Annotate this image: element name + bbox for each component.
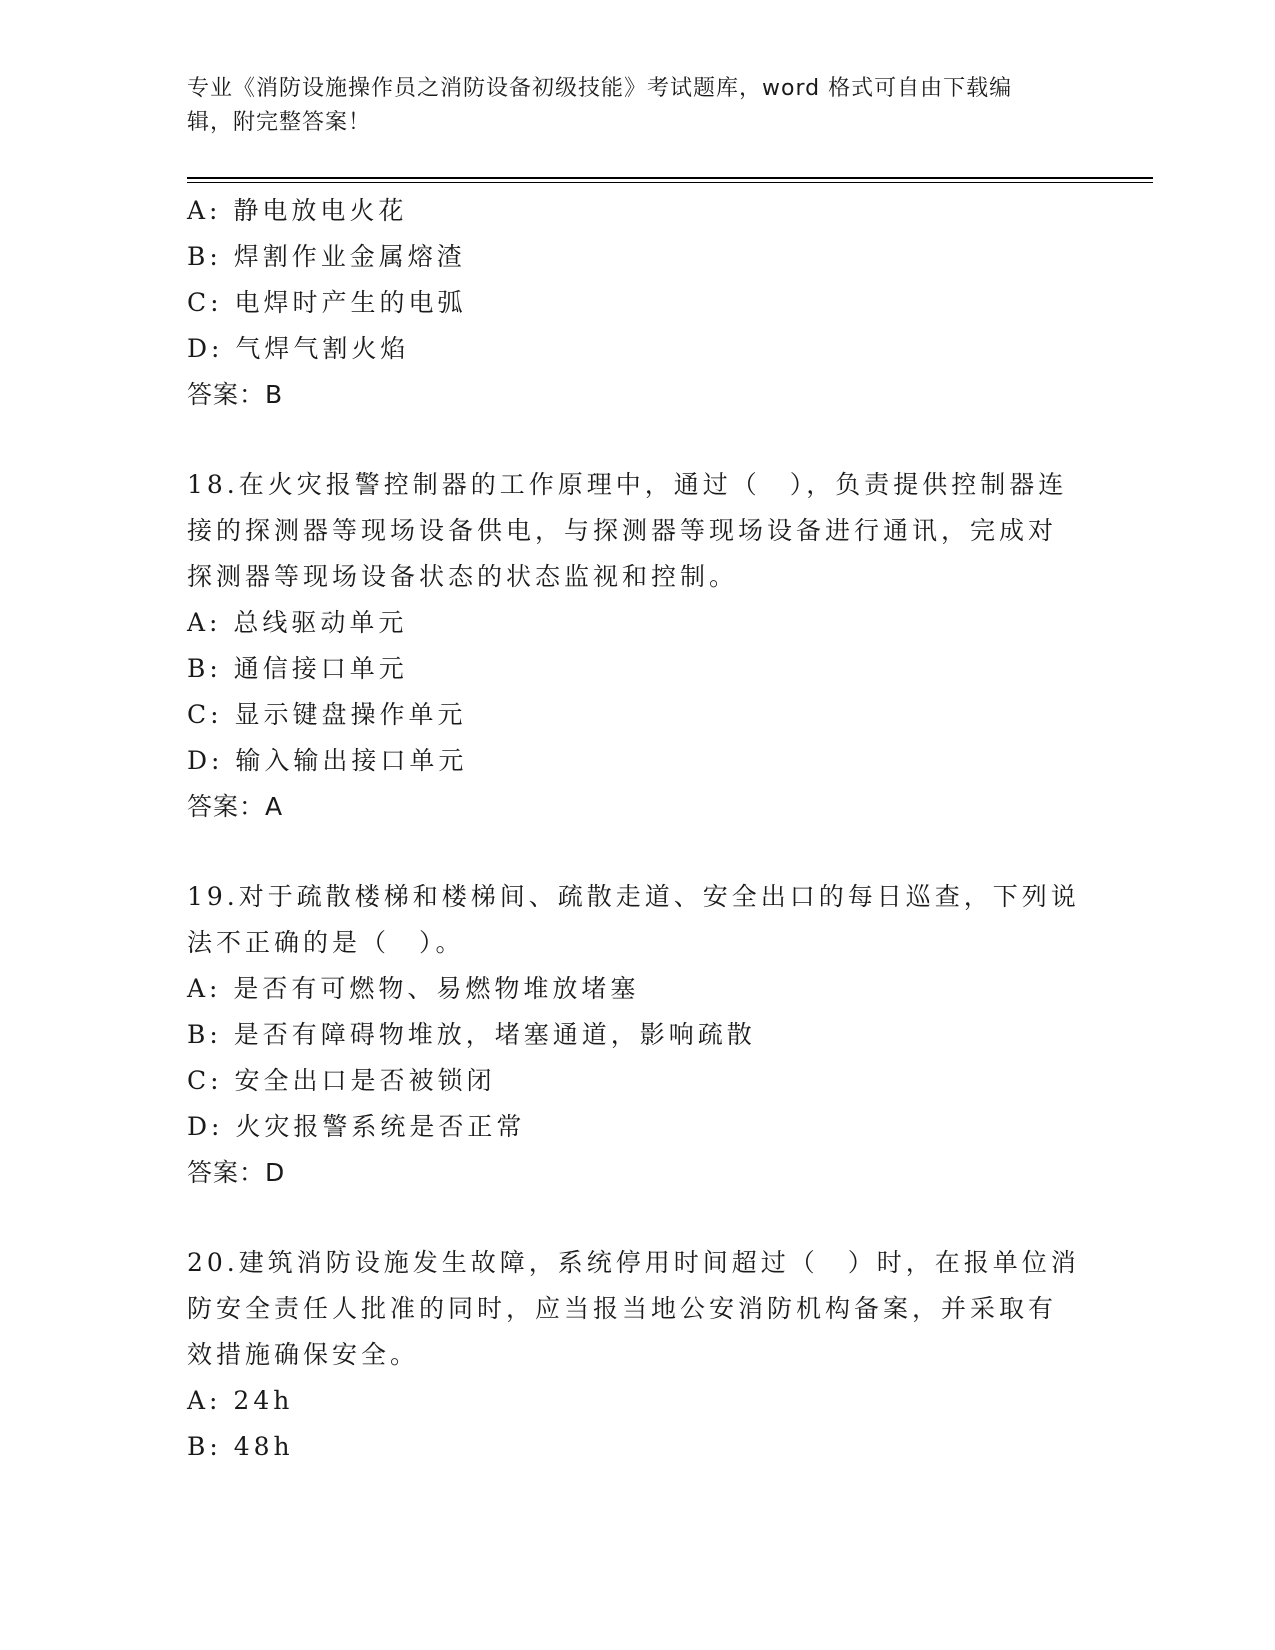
question-18 [187, 462, 1087, 830]
question-line: 效措施确保安全。 [187, 1340, 420, 1369]
question-17 [187, 188, 1087, 418]
question-line: 19.对于疏散楼梯和楼梯间、疏散走道、安全出口的每日巡查，下列说 [187, 882, 1080, 911]
question-line: 探测器等现场设备状态的状态监视和控制。 [187, 562, 739, 591]
question-line: 防安全责任人批准的同时，应当报当地公安消防机构备案，并采取有 [187, 1294, 1058, 1323]
option-a: A: 静电放电火花 [187, 196, 408, 225]
option-c: C: 安全出口是否被锁闭 [187, 1066, 496, 1095]
question-text [187, 874, 1087, 966]
question-line: 20.建筑消防设施发生故障，系统停用时间超过（ ）时，在报单位消 [187, 1248, 1080, 1277]
spacer [187, 1196, 1087, 1240]
header-rule-thin [187, 182, 1153, 183]
option-d: D: 气焊气割火焰 [187, 334, 410, 363]
option-c: C: 显示键盘操作单元 [187, 700, 467, 729]
question-line: 18.在火灾报警控制器的工作原理中，通过（ ），负责提供控制器连 [187, 470, 1068, 499]
header-rule-thick [187, 177, 1153, 179]
option-a: A: 是否有可燃物、易燃物堆放堵塞 [187, 974, 640, 1003]
question-line: 接的探测器等现场设备供电，与探测器等现场设备进行通讯，完成对 [187, 516, 1058, 545]
question-line: 法不正确的是（ ）。 [187, 928, 465, 957]
option-b: B: 是否有障碍物堆放，堵塞通道，影响疏散 [187, 1020, 756, 1049]
answer: 答案：A [187, 792, 284, 821]
option-a: A: 总线驱动单元 [187, 608, 408, 637]
question-text [187, 1240, 1087, 1378]
question-20 [187, 1240, 1087, 1470]
option-b: B: 焊割作业金属熔渣 [187, 242, 466, 271]
answer: 答案：B [187, 380, 284, 409]
header-line-2: 辑，附完整答案！ [187, 110, 372, 135]
option-a: A: 24h [187, 1386, 294, 1415]
answer: 答案：D [187, 1158, 286, 1187]
header-line-1: 专业《消防设施操作员之消防设备初级技能》考试题库，word 格式可自由下载编 [187, 76, 1013, 101]
option-d: D: 火灾报警系统是否正常 [187, 1112, 526, 1141]
question-19 [187, 874, 1087, 1196]
spacer [187, 418, 1087, 462]
spacer [187, 830, 1087, 874]
option-c: C: 电焊时产生的电弧 [187, 288, 467, 317]
question-content [187, 188, 1087, 1470]
option-b: B: 48h [187, 1432, 294, 1461]
option-d: D: 输入输出接口单元 [187, 746, 468, 775]
option-b: B: 通信接口单元 [187, 654, 408, 683]
document-header [187, 72, 1087, 140]
question-text [187, 462, 1087, 600]
